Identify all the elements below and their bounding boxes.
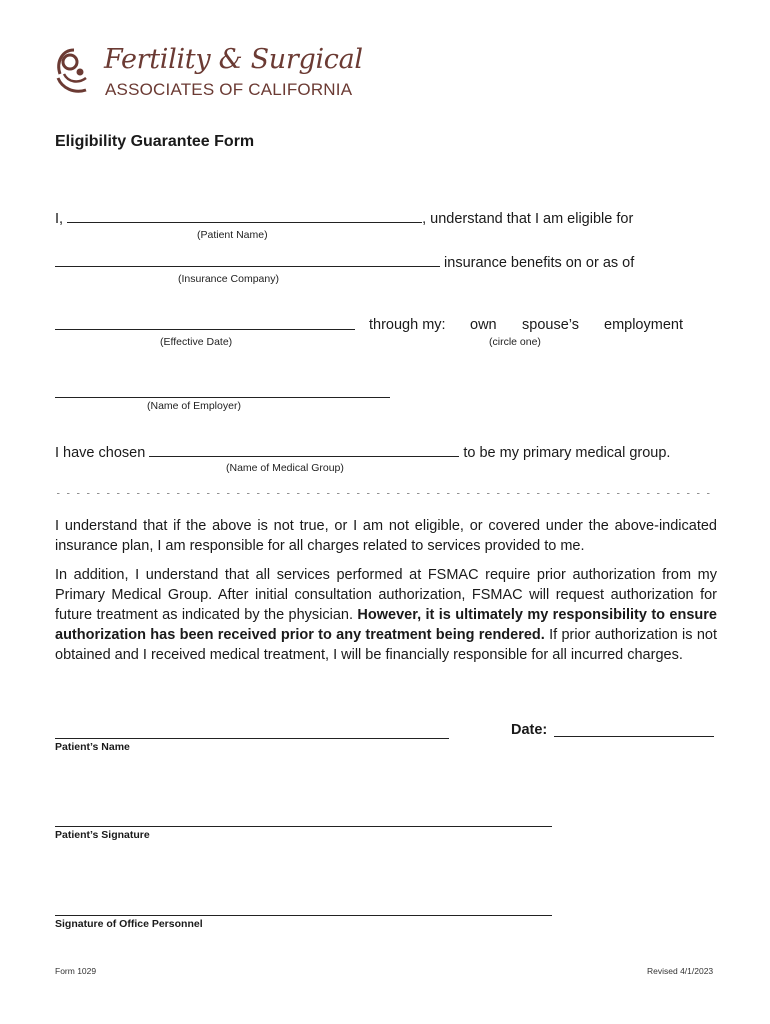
circle-one-caption: (circle one) (489, 336, 541, 348)
insurance-row (55, 254, 634, 271)
medical-group-field[interactable] (149, 444, 459, 457)
date-label: Date: (511, 722, 548, 738)
office-signature-label: Signature of Office Personnel (55, 918, 203, 930)
authorization-paragraph (55, 565, 717, 665)
form-number: Form 1029 (55, 966, 97, 976)
logo-title: Fertility & Surgical (104, 44, 363, 75)
patient-name-caption: (Patient Name) (197, 229, 268, 241)
patient-signature-line[interactable] (55, 826, 552, 827)
row2-suffix: insurance benefits on or as of (444, 255, 635, 271)
option-own[interactable]: own (470, 317, 497, 333)
option-spouse[interactable]: spouse’s (522, 317, 579, 333)
option-employment[interactable]: employment (604, 317, 683, 333)
date-field[interactable] (554, 736, 714, 737)
patient-name-field[interactable] (67, 210, 422, 223)
dotted-divider (55, 486, 715, 494)
row5-prefix: I have chosen (55, 445, 146, 461)
row1-suffix: , understand that I am eligible for (422, 211, 634, 227)
authorization-text-start: In addition, I understand that all services performed at FSMAC require prior authorization from my Primary Medical Group. After initial consultation authorization, FSMAC will request authorization for future treatment as indicated by the physician. (55, 567, 717, 623)
office-signature-line[interactable] (55, 915, 552, 916)
liability-paragraph: I understand that if the above is not true, or I am not eligible, or covered under the above-indicated insurance plan, I am responsible for all charges related to services provided to me. (55, 518, 717, 554)
employer-field[interactable] (55, 385, 390, 398)
authorization-text-end: If prior authorization is not obtained and I received medical treatment, I will be financially responsible for all incurred charges. (55, 627, 717, 663)
insurance-company-field[interactable] (55, 254, 440, 267)
authorization-text-bold: However, it is ultimately my responsibility to ensure authorization has been received prior to any treatment being rendered. (55, 607, 717, 643)
effective-date-caption: (Effective Date) (160, 336, 233, 348)
page-title: Eligibility Guarantee Form (55, 133, 255, 150)
patient-name-signature-line[interactable] (55, 738, 449, 739)
row1-prefix: I, (55, 211, 64, 227)
patient-signature-label: Patient’s Signature (55, 829, 150, 841)
effective-date-field[interactable] (55, 317, 355, 330)
revision-date: Revised 4/1/2023 (647, 966, 714, 976)
insurance-company-caption: (Insurance Company) (178, 273, 279, 285)
medical-group-caption: (Name of Medical Group) (226, 462, 344, 474)
employer-caption: (Name of Employer) (147, 400, 241, 412)
effective-date-row (55, 317, 355, 334)
patient-name-label: Patient’s Name (55, 741, 130, 753)
logo-mark-icon (52, 44, 100, 100)
row5-suffix: to be my primary medical group. (463, 445, 671, 461)
logo-subtitle: ASSOCIATES OF CALIFORNIA (105, 80, 353, 99)
through-label: through my: (369, 317, 446, 333)
patient-name-row (55, 210, 633, 227)
medical-group-row (55, 444, 670, 461)
